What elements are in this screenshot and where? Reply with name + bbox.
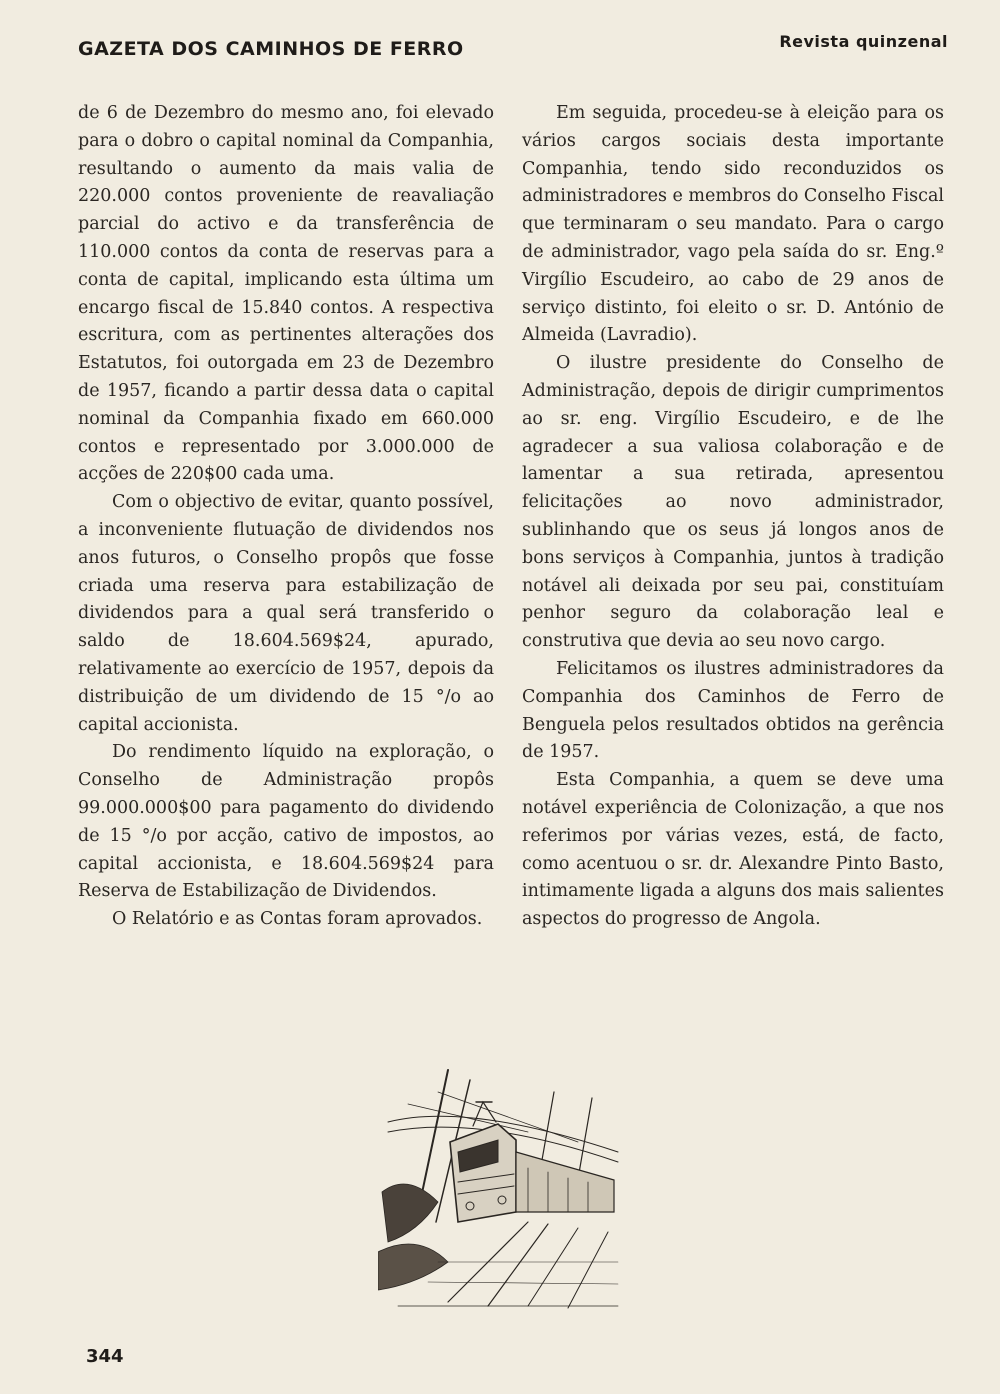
left-paragraph-3: Do rendimento líquido na exploração, o Conselho de Administração propôs 99.000.000$00 para pagamento do dividendo de 15 °/o por acção, cativo de impostos, ao capital accionista, e 18.604.569$24 para Reserva de Estabilização de Dividendos.: [78, 742, 494, 902]
page-number: 344: [86, 1346, 124, 1367]
left-text-column: [78, 100, 494, 934]
right-paragraph-4: Esta Companhia, a quem se deve uma notável experiência de Colonização, a que nos referimos por várias vezes, está, de facto, como acentuou o sr. dr. Alexandre Pinto Basto, intimamente ligada a alguns dos mais salientes aspectos do progresso de Angola.: [522, 770, 944, 930]
train-engraving-illustration: [378, 1062, 628, 1310]
right-text-column: [522, 100, 944, 934]
right-paragraph-2: O ilustre presidente do Conselho de Administração, depois de dirigir cumprimentos ao sr. eng. Virgílio Escudeiro, e de lhe agradecer a sua valiosa colaboração e de lamentar a sua retirada, apresentou felicitações ao novo administrador, sublinhando que os seus já longos anos de bons serviços à Companhia, juntos à tradição notável ali deixada por seu pai, constituíam penhor seguro da colaboração leal e construtiva que devia ao seu novo cargo.: [522, 353, 944, 652]
masthead-title: GAZETA DOS CAMINHOS DE FERRO: [78, 38, 464, 60]
right-paragraph-3: Felicitamos os ilustres administradores da Companhia dos Caminhos de Ferro de Benguela pelos resultados obtidos na gerência de 1957.: [522, 658, 944, 763]
left-paragraph-1: de 6 de Dezembro do mesmo ano, foi elevado para o dobro o capital nominal da Companhia, resultando o aumento da mais valia de 220.000 contos proveniente de reavaliação parcial do activo e da transferência de 110.000 contos da conta de reservas para a conta de capital, implicando esta última um encargo fiscal de 15.840 contos. A respectiva escritura, com as pertinentes alterações dos Estatutos, foi outorgada em 23 de Dezembro de 1957, ficando a partir dessa data o capital nominal da Companhia fixado em 660.000 contos e representado por 3.000.000 de acções de 220$00 cada uma.: [78, 103, 494, 485]
left-paragraph-4: O Relatório e as Contas foram aprovados.: [112, 909, 483, 930]
left-paragraph-2: Com o objectivo de evitar, quanto possível, a inconveniente flutuação de dividendos nos anos futuros, o Conselho propôs que fosse criada uma reserva para estabilização de dividendos para a qual será transferido o saldo de 18.604.569$24, apurado, relativamente ao exercício de 1957, depois da distribuição de um dividendo de 15 °/o ao capital accionista.: [78, 492, 494, 735]
right-paragraph-1: Em seguida, procedeu-se à eleição para os vários cargos sociais desta importante Companhia, tendo sido reconduzidos os administradores e membros do Conselho Fiscal que terminaram o seu mandato. Para o cargo de administrador, vago pela saída do sr. Eng.º Virgílio Escudeiro, ao cabo de 29 anos de serviço distinto, foi eleito o sr. D. António de Almeida (Lavradio).: [522, 103, 944, 346]
masthead-tagline: Revista quinzenal: [779, 32, 948, 51]
